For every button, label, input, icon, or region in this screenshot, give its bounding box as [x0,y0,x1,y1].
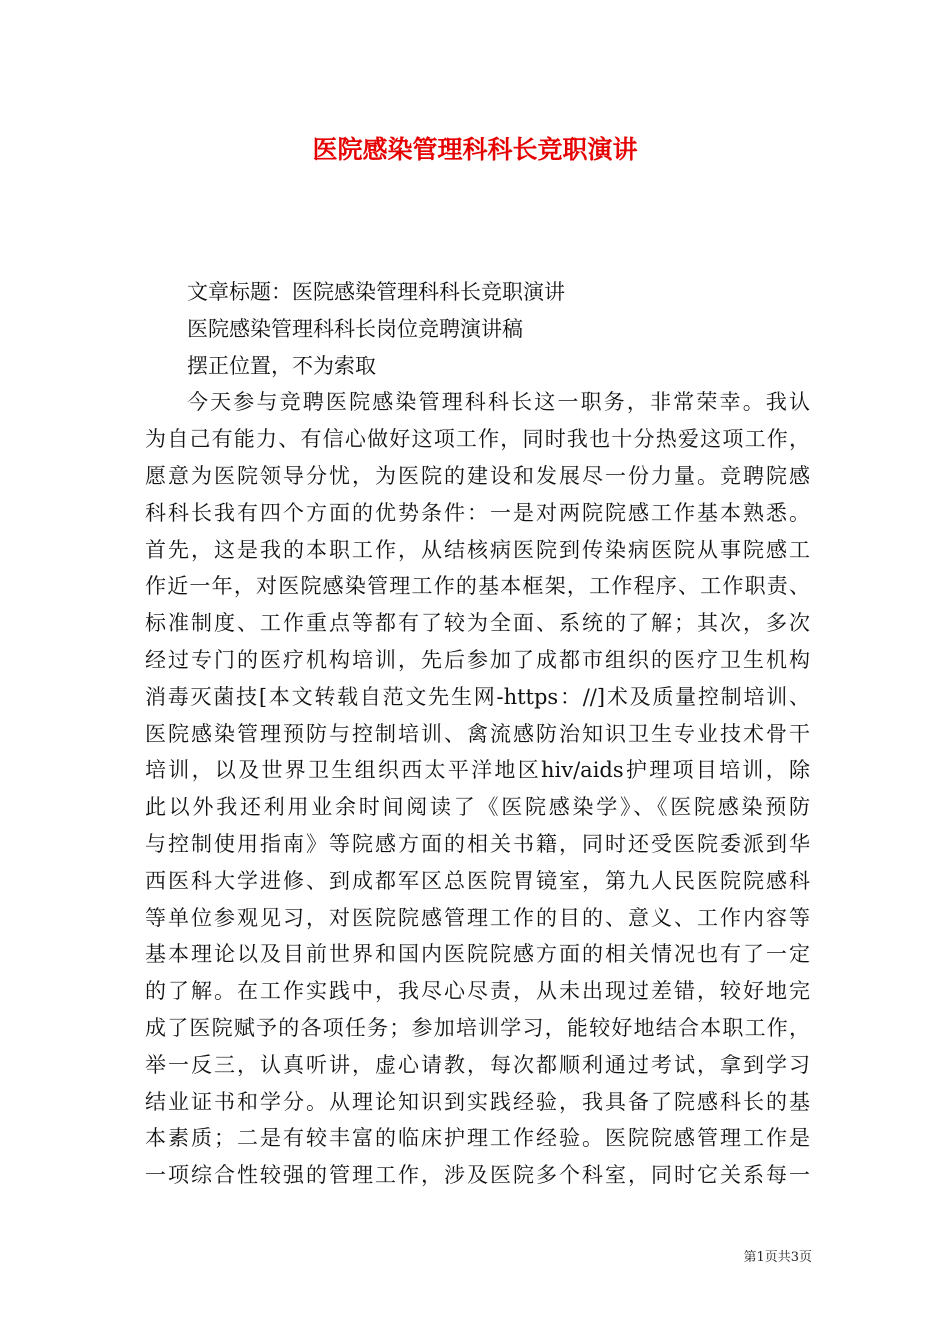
text-line: 的了解。在工作实践中，我尽心尽责，从未出现过差错，较好地完 [145,979,810,1004]
text-line: 等单位参观见习，对医院院感管理工作的目的、意义、工作内容等 [145,905,810,930]
text-line: 基本理论以及目前世界和国内医院院感方面的相关情况也有了一定 [145,942,810,967]
page-indicator: 第1页共3页 [743,1250,812,1265]
paragraph-heading: 摆正位置，不为索取 [187,353,376,378]
text-line: 医院感染管理预防与控制培训、禽流感防治知识卫生专业技术骨干 [145,721,810,746]
text-line: 作近一年，对医院感染管理工作的基本框架，工作程序、工作职责、 [145,574,810,599]
paragraph-subtitle: 医院感染管理科科长岗位竞聘演讲稿 [187,316,523,341]
text-line: 今天参与竞聘医院感染管理科科长这一职务，非常荣幸。我认 [187,390,810,415]
paragraph-main [145,384,810,1194]
text-line: 此以外我还利用业余时间阅读了《医院感染学》、《医院感染预防 [145,795,810,820]
text-line: 标准制度、工作重点等都有了较为全面、系统的了解；其次，多次 [145,611,810,636]
document-title: 医院感染管理科科长竞职演讲 [312,135,638,164]
text-line: 与控制使用指南》等院感方面的相关书籍，同时还受医院委派到华 [145,831,810,856]
text-line: 本素质；二是有较丰富的临床护理工作经验。医院院感管理工作是 [145,1126,810,1151]
text-line: 一项综合性较强的管理工作，涉及医院多个科室，同时它关系每一 [145,1163,810,1188]
text-line: 愿意为医院领导分忧，为医院的建设和发展尽一份力量。竞聘院感 [145,463,810,488]
text-line: 消毒灭菌技[本文转载自范文先生网-https：//]术及质量控制培训、 [145,684,810,709]
text-line: 首先，这是我的本职工作，从结核病医院到传染病医院从事院感工 [145,537,810,562]
text-line: 西医科大学进修、到成都军区总医院胃镜室，第九人民医院院感科 [145,868,810,893]
document-body [145,274,810,1194]
text-line: 为自己有能力、有信心做好这项工作，同时我也十分热爱这项工作， [145,427,810,452]
text-line: 科科长我有四个方面的优势条件：一是对两院院感工作基本熟悉。 [145,500,810,525]
text-line: 成了医院赋予的各项任务；参加培训学习，能较好地结合本职工作， [145,1015,810,1040]
text-line: 结业证书和学分。从理论知识到实践经验，我具备了院感科长的基 [145,1089,810,1114]
paragraph-article-title: 文章标题：医院感染管理科科长竞职演讲 [187,280,565,304]
text-line: 经过专门的医疗机构培训，先后参加了成都市组织的医疗卫生机构 [145,647,810,672]
text-line: 举一反三，认真听讲，虚心请教，每次都顺利通过考试，拿到学习 [145,1052,810,1077]
text-line: 培训，以及世界卫生组织西太平洋地区hiv/aids护理项目培训，除 [145,758,810,783]
